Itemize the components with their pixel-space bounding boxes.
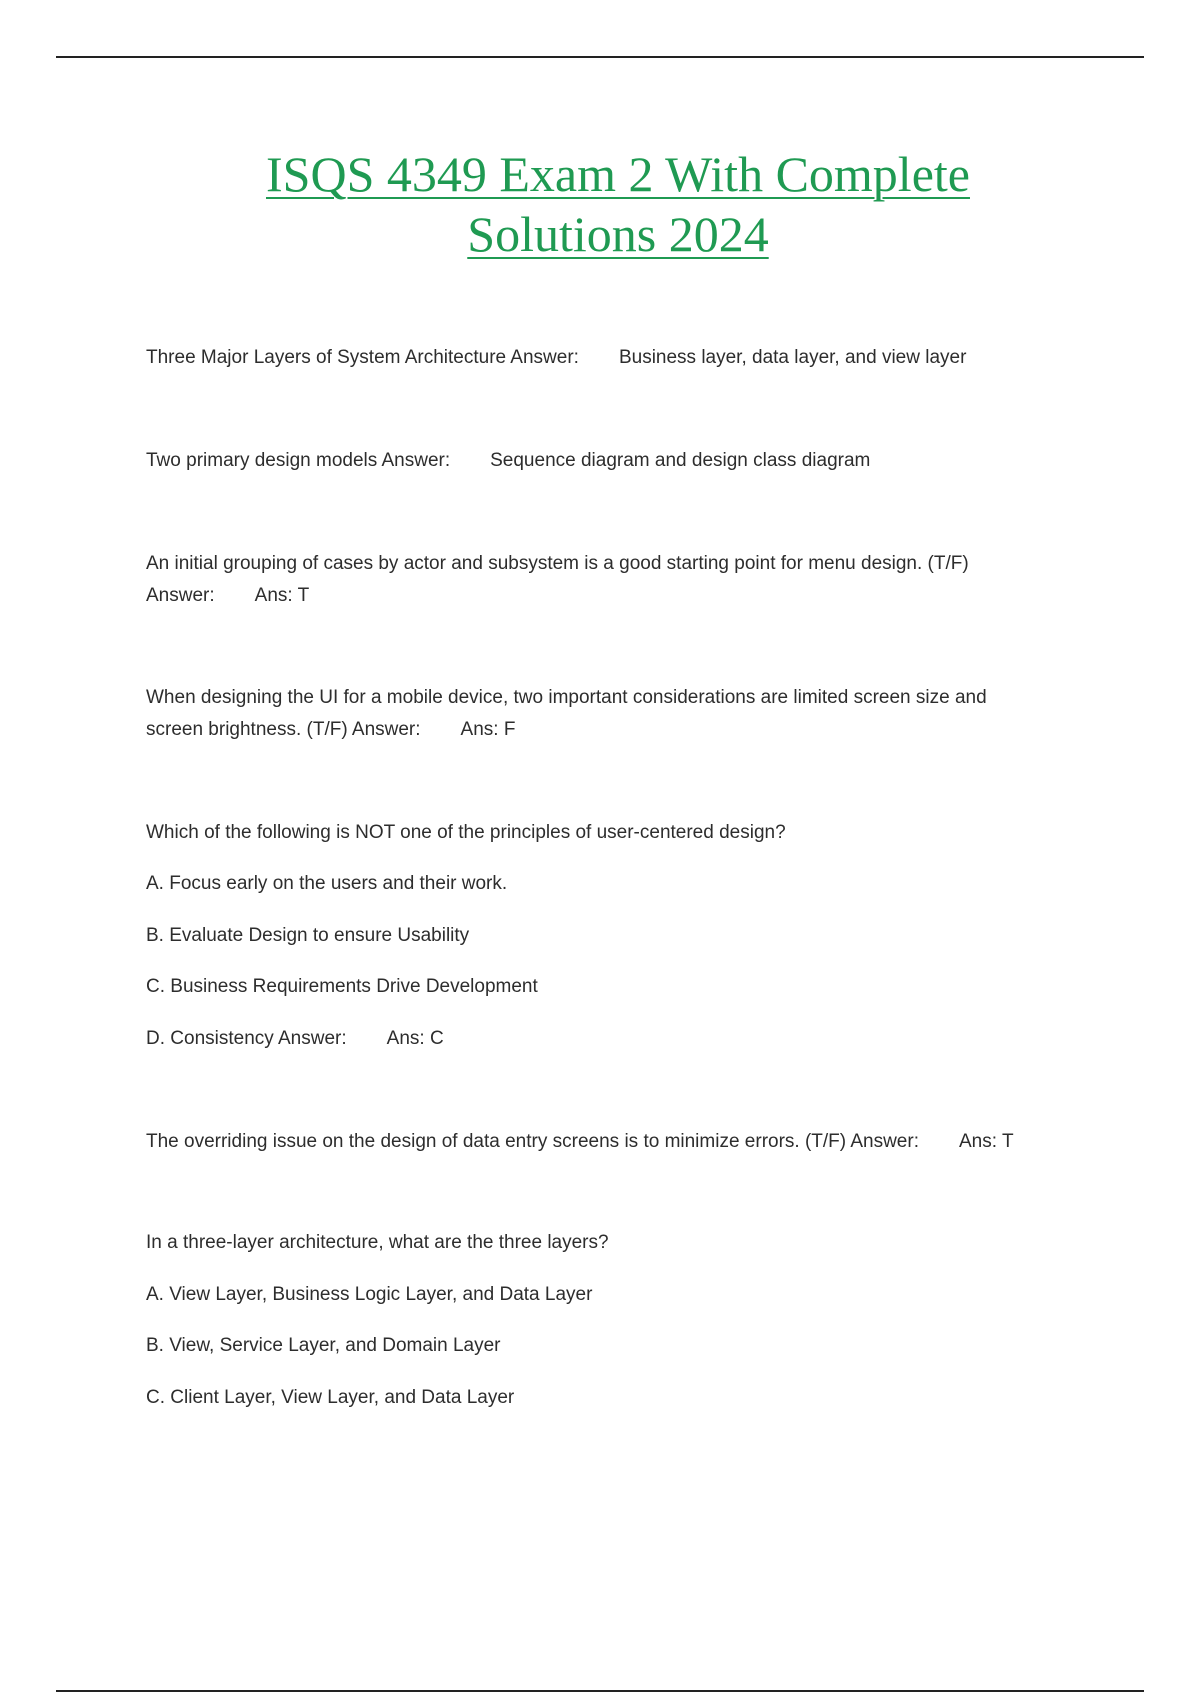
- question-5-option-b: B. Evaluate Design to ensure Usability: [146, 925, 470, 946]
- question-4-line-2: [146, 714, 515, 746]
- question-7-text: In a three-layer architecture, what are the three layers?: [146, 1232, 609, 1253]
- question-4-label: screen brightness. (T/F) Answer:: [146, 719, 421, 740]
- question-7-option-a: A. View Layer, Business Logic Layer, and Data Layer: [146, 1284, 593, 1305]
- question-7-option-c: C. Client Layer, View Layer, and Data Layer: [146, 1387, 515, 1408]
- question-7-option-b: B. View, Service Layer, and Domain Layer: [146, 1335, 501, 1356]
- question-4-line-1: When designing the UI for a mobile device, two important considerations are limited screen size and: [146, 687, 987, 708]
- question-5-option-a: A. Focus early on the users and their work.: [146, 873, 508, 894]
- question-4-answer: Ans: F: [460, 719, 516, 740]
- question-2-text: Two primary design models Answer:: [146, 450, 451, 471]
- question-3-answer: Ans: T: [254, 585, 310, 606]
- question-5-text: Which of the following is NOT one of the principles of user-centered design?: [146, 822, 786, 843]
- question-6-answer: Ans: T: [958, 1131, 1014, 1152]
- document-title: [0, 144, 1200, 264]
- question-6: [146, 1126, 1014, 1158]
- question-2-answer: Sequence diagram and design class diagram: [490, 450, 871, 471]
- question-5-option-d: [146, 1023, 444, 1055]
- question-3-line-1: An initial grouping of cases by actor and subsystem is a good starting point for menu design. (T/F): [146, 553, 969, 574]
- question-5-option-c: C. Business Requirements Drive Development: [146, 976, 538, 997]
- question-3-label: Answer:: [146, 585, 215, 606]
- title-line-2: Solutions 2024: [467, 206, 769, 262]
- question-1: [146, 342, 966, 374]
- title-line-1: ISQS 4349 Exam 2 With Complete: [266, 146, 970, 202]
- question-2: [146, 445, 870, 477]
- bottom-rule: [56, 1690, 1144, 1692]
- question-5-answer: Ans: C: [386, 1028, 444, 1049]
- question-5-option-d-text: D. Consistency Answer:: [146, 1028, 347, 1049]
- question-6-text: The overriding issue on the design of data entry screens is to minimize errors. (T/F) Answer:: [146, 1131, 919, 1152]
- question-3-line-2: [146, 580, 309, 612]
- question-1-answer: Business layer, data layer, and view layer: [618, 347, 967, 368]
- question-1-text: Three Major Layers of System Architecture Answer:: [146, 347, 579, 368]
- top-rule: [56, 56, 1144, 58]
